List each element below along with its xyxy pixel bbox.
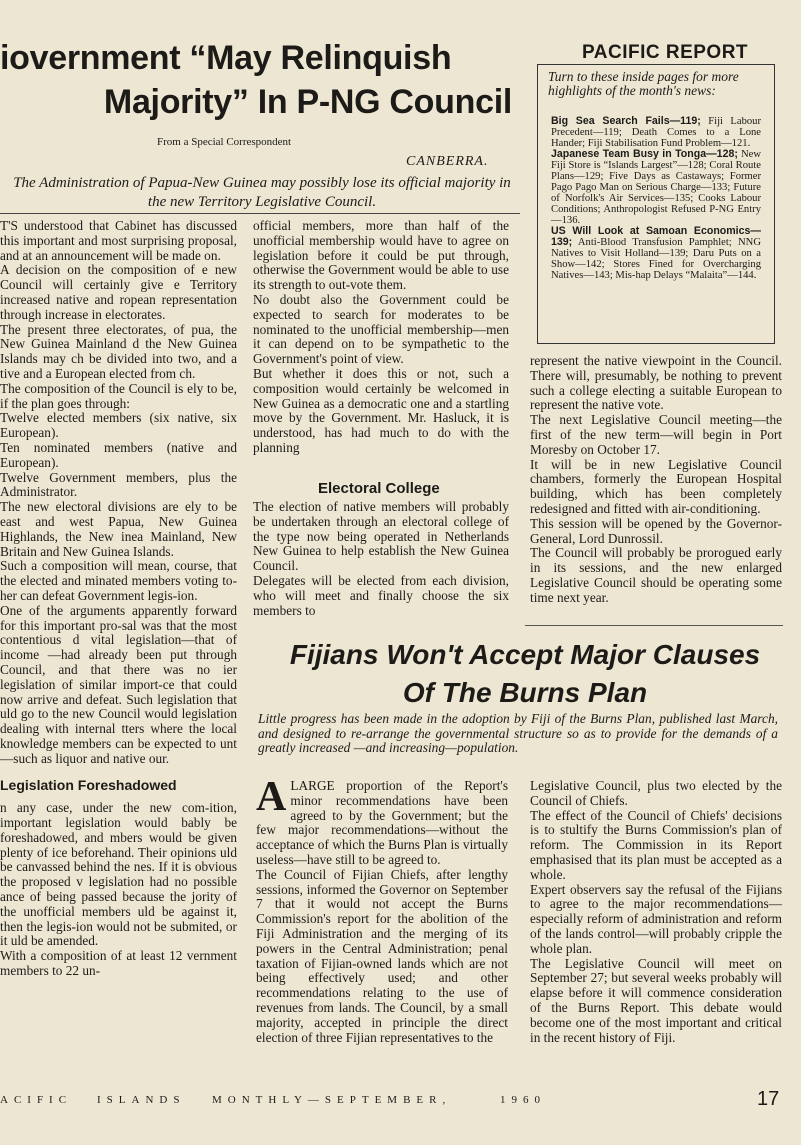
footer-year: 1960 xyxy=(500,1094,546,1106)
footer-word: MONTHLY—SEPTEMBER, xyxy=(212,1094,452,1106)
paragraph: Ten nominated members (native and European). xyxy=(0,439,237,470)
pacific-report-item: US Will Look at Samoan Economics—139; Anti-Blood Transfusion Pamphlet; NNG Natives to Visit Holland—139; Daru Puts on a Show—142; Stores Fined for Overcharging Natives—143; Mis-hap Delays “Malaita”—144. xyxy=(551,225,761,281)
fiji-column-1 xyxy=(256,774,508,1045)
paragraph: The new electoral divisions are ely to be east and west Papua, New Guinea Highlands, the New inea Mainland, New Britain and New Guinea Islands. xyxy=(0,499,237,559)
pacific-report-item: Japanese Team Busy in Tonga—128; New Fiji Store is “Islands Largest”—128; Coral Route Plans—129; Five Days as Castaways; Former Pago Pago Man on Serious Charge—133; Future of Norfolk's Air Services—135; Cooks Labour Conditions; Anthropologist Refused P-NG Entry—136. xyxy=(551,148,761,226)
dateline: CANBERRA. xyxy=(406,154,489,169)
pacific-report-intro: Turn to these inside pages for more highlights of the month's news: xyxy=(548,69,739,98)
pacific-report-title: PACIFIC REPORT xyxy=(578,42,752,64)
standfirst: The Administration of Papua-New Guinea may possibly lose its official majority in the new Territory Legislative Council. xyxy=(13,175,511,210)
paragraph: T'S understood that Cabinet has discussed this important and most surprising proposal, and at an announcement will be made on. xyxy=(0,218,237,263)
fiji-headline-line-2: Of The Burns Plan xyxy=(402,677,648,708)
paragraph: Such a composition will mean, course, that the elected and minated members voting to-her can defeat Government legis-ion. xyxy=(0,558,237,603)
fiji-headline xyxy=(270,636,780,712)
paragraph: Expert observers say the refusal of the Fijians to agree to the major recommendations—especially reform of administration and reform of the lands control—will probably cripple the whole plan. xyxy=(530,881,782,956)
paragraph: Delegates will be elected from each division, who will meet and finally choose the six members to xyxy=(253,572,509,618)
paragraph: ALARGE proportion of the Report's minor recommendations have been agreed to by the Government; but the few major recommendations—without the acceptance of which the Burns Plan is virtually useless—have still to be agreed to. xyxy=(256,774,508,867)
pacific-report-items xyxy=(551,116,761,281)
headline-line-2: Majority” In P-NG Council xyxy=(103,83,512,121)
fiji-headline-line-1: Fijians Won't Accept Major Clauses xyxy=(289,639,761,670)
footer-word: ISLANDS xyxy=(97,1094,186,1106)
paragraph: One of the arguments apparently forward for this important pro-sal was that the most contentious d vital legislation—that of income —had already been put through Council, and that there was no ier legislation of similar import-ce that could now arrive and defeat. Such legislation that uld go to the new Council would legislation dealing with internal tters where the local knowledge members can be expected to unt—such as liquor and native our. xyxy=(0,602,237,766)
paragraph: The Council will probably be prorogued early in its sessions, and the new enlarged Legislative Council should be operating some time next year. xyxy=(530,545,782,605)
paragraph: The composition of the Council is ely to be, if the plan goes through: xyxy=(0,380,237,411)
paragraph: Legislative Council, plus two elected by the Council of Chiefs. xyxy=(530,778,782,808)
paragraph: Twelve Government members, plus the Administrator. xyxy=(0,469,237,500)
divider xyxy=(0,213,520,214)
subheading: Legislation Foreshadowed xyxy=(0,777,177,794)
paragraph: It will be in new Legislative Council chambers, formerly the European Hospital building, which has been completely redesigned and fitted with air-conditioning. xyxy=(530,456,782,516)
paragraph: Twelve elected members (six native, six European). xyxy=(0,410,237,441)
article-column-1 xyxy=(0,219,237,979)
headline xyxy=(0,36,520,124)
paragraph: With a composition of at least 12 vernment members to 22 un- xyxy=(0,948,237,979)
fiji-standfirst: Little progress has been made in the adoption by Fiji of the Burns Plan, published last March, and designed to re-arrange the governmental structure so as to provide for the demands of a greatly increased —and increasing—population. xyxy=(258,711,778,755)
paragraph: The election of native members will probably be undertaken through an electoral college of the type now being operated in Netherlands New Guinea to help establish the New Guinea Council. xyxy=(253,499,509,574)
article-column-2 xyxy=(253,219,509,456)
headline-line-1: iovernment “May Relinquish xyxy=(0,39,452,77)
paragraph: official members, more than half of the unofficial membership would have to agree on legislation before it could be put through, otherwise the Government would be able to use its strength to out-vote them. xyxy=(253,218,509,293)
footer-word: ACIFIC xyxy=(0,1094,73,1106)
article-column-3 xyxy=(530,354,782,606)
fiji-column-2 xyxy=(530,779,782,1045)
subheading: Electoral College xyxy=(318,480,440,497)
page-number: 17 xyxy=(757,1088,780,1110)
divider xyxy=(525,625,783,626)
paragraph: This session will be opened by the Governor-General, Lord Dunrossil. xyxy=(530,515,782,546)
paragraph: The Council of Fijian Chiefs, after lengthy sessions, informed the Governor on September 7 that it would not accept the Burns Commission's report for the abolition of the Fiji Administration and the merging of its powers in the Central Administration; penal taxation of Fijian-owned lands which are not being effectively used; and other recommendations relating to the use of revenues from lands. The Council, by a small majority, accepted in principle the direct election of three Fijian representatives to the xyxy=(256,866,508,1045)
paragraph: The Legislative Council will meet on September 27; but several weeks probably will elapse before it will commence consideration of the Burns Report. This debate would become one of the most important and critical in the recent history of Fiji. xyxy=(530,955,782,1045)
paragraph: A decision on the composition of e new Council will certainly give e Territory increased native and ropean representation through increase in electorates. xyxy=(0,262,237,322)
paragraph: The effect of the Council of Chiefs' decisions is to stultify the Burns Commission's plan of reform. The Commission in its Report emphasised that its plan must be accepted as a whole. xyxy=(530,807,782,882)
paragraph: n any case, under the new com-ition, important legislation would bably be foreshadowed, and mbers would be given plenty of ice beforehand. Their opinions uld be canvassed behind the nes. If it is obvious the proposed v legislation had no possible ance of being passed because the jority of the unofficial members uld be against it, then the legis-ion would not be submited, or it uld be amended. xyxy=(0,800,237,949)
paragraph: The present three electorates, of pua, the New Guinea Mainland d the New Guinea Islands may ch be divided into two, and a tive and a European elected from ch. xyxy=(0,321,237,381)
pacific-report-item: Big Sea Search Fails—119; Fiji Labour Precedent—119; Death Comes to a Lone Hander; Fiji Stabilisation Fund Problem—121. xyxy=(551,115,761,149)
paragraph: No doubt also the Government could be expected to search for moderates to be nominated to the unofficial membership—men it can depend on to be sympathetic to the Government's point of view. xyxy=(253,291,509,367)
article-column-2-continued xyxy=(253,500,509,618)
paragraph: The next Legislative Council meeting—the first of the new term—will begin in Port Moresby on October 17. xyxy=(530,412,782,457)
byline: From a Special Correspondent xyxy=(157,136,292,148)
paragraph: But whether it does this or not, such a composition would certainly be welcomed in New Guinea as a democratic one and a startling move by the Government. Mr. Hasluck, it is understood, has had much to do with the planning xyxy=(253,365,509,455)
paragraph: represent the native viewpoint in the Council. There will, presumably, be nothing to prevent such a college electing a suitable European to represent the native vote. xyxy=(530,353,782,413)
drop-cap: A xyxy=(256,774,287,820)
